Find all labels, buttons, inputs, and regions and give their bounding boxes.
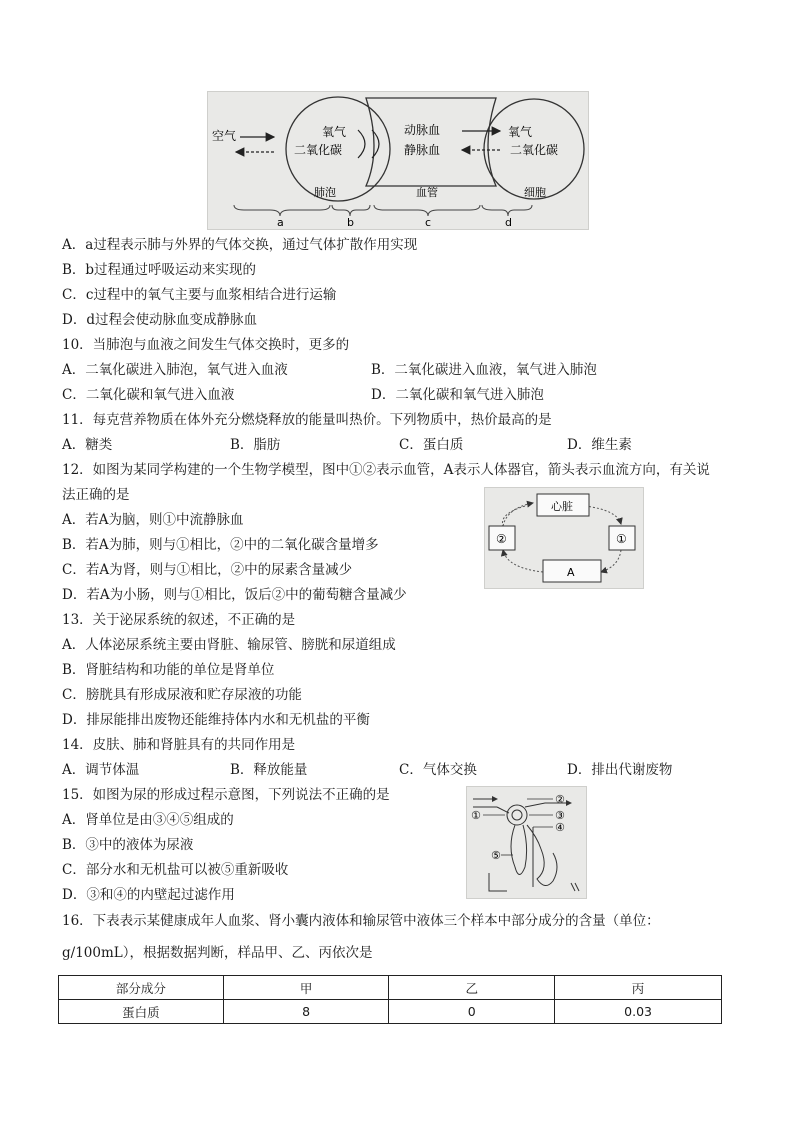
organ-a-label: A — [567, 566, 575, 579]
nephron-label-5: ⑤ — [491, 849, 501, 862]
label-b: b — [347, 216, 354, 229]
nephron-label-2: ② — [555, 793, 565, 806]
table-header-cell: 丙 — [555, 976, 722, 1000]
cell-label: 细胞 — [524, 186, 546, 199]
q12-stem-line1: 12．如图为某同学构建的一个生物学模型，图中①②表示血管，A表示人体器官，箭头表示血流方向，有关说 — [62, 462, 710, 478]
q15-option-c: C．部分水和无机盐可以被⑤重新吸收 — [62, 862, 289, 878]
q10-option-b: B．二氧化碳进入血液，氧气进入肺泡 — [371, 362, 597, 378]
q11-stem: 11．每克营养物质在体外充分燃烧释放的能量叫热价。下列物质中，热价最高的是 — [62, 412, 552, 428]
q12-option-a: A．若A为脑，则①中流静脉血 — [62, 512, 244, 528]
q13-option-d: D．排尿能排出废物还能维持体内水和无机盐的平衡 — [62, 712, 370, 728]
vessel-shape — [366, 98, 496, 186]
label-a: a — [277, 216, 284, 229]
q15-option-b: B．③中的液体为尿液 — [62, 837, 194, 853]
oxygen-label-left: 氧气 — [322, 125, 347, 139]
table-header-cell: 部分成分 — [59, 976, 224, 1000]
table-cell: 0.03 — [555, 1000, 722, 1024]
table-cell: 8 — [223, 1000, 389, 1024]
q11-option-b: B．脂肪 — [230, 437, 281, 453]
q13-option-c: C．膀胱具有形成尿液和贮存尿液的功能 — [62, 687, 302, 703]
q14-option-b: B．释放能量 — [230, 762, 308, 778]
q10-option-c: C．二氧化碳和氧气进入血液 — [62, 387, 235, 403]
q13-stem: 13．关于泌尿系统的叙述，不正确的是 — [62, 612, 296, 628]
table-header-cell: 甲 — [223, 976, 389, 1000]
venous-label: 静脉血 — [404, 143, 441, 157]
circulation-model-figure — [484, 487, 644, 589]
vessel2-label: ② — [496, 532, 507, 546]
q14-option-d: D．排出代谢废物 — [567, 762, 673, 778]
q13-option-b: B．肾脏结构和功能的单位是肾单位 — [62, 662, 275, 678]
q12-option-d: D．若A为小肠，则与①相比，饭后②中的葡萄糖含量减少 — [62, 587, 407, 603]
q9-option-c: C．c过程中的氧气主要与血浆相结合进行运输 — [62, 287, 337, 303]
q10-stem: 10．当肺泡与血液之间发生气体交换时，更多的 — [62, 337, 350, 353]
table-header-cell: 乙 — [389, 976, 555, 1000]
alveoli-label: 肺泡 — [314, 186, 336, 199]
q16-stem-line2: g/100mL），根据数据判断，样品甲、乙、丙依次是 — [62, 945, 373, 961]
air-label: 空气 — [212, 129, 237, 143]
gas-exchange-figure — [207, 91, 589, 230]
q11-option-d: D．维生素 — [567, 437, 632, 453]
vessel-label: 血管 — [416, 186, 438, 199]
oxygen-label-right: 氧气 — [508, 125, 533, 139]
q12-option-c: C．若A为肾，则与①相比，②中的尿素含量减少 — [62, 562, 353, 578]
q9-option-b: B．b过程通过呼吸运动来实现的 — [62, 262, 257, 278]
nephron-label-3: ③ — [555, 809, 565, 822]
nephron-label-1: ① — [471, 809, 481, 822]
q11-option-c: C．蛋白质 — [399, 437, 464, 453]
q15-option-a: A．肾单位是由③④⑤组成的 — [62, 812, 234, 828]
q13-option-a: A．人体泌尿系统主要由肾脏、输尿管、膀胱和尿道组成 — [62, 637, 396, 653]
table-row — [59, 1000, 722, 1024]
label-c: c — [425, 216, 432, 229]
co2-label-right: 二氧化碳 — [510, 143, 559, 157]
table-cell: 0 — [389, 1000, 555, 1024]
q12-stem-line2: 法正确的是 — [62, 487, 130, 503]
q10-option-a: A．二氧化碳进入肺泡，氧气进入血液 — [62, 362, 288, 378]
arterial-label: 动脉血 — [404, 123, 441, 137]
q15-stem: 15．如图为尿的形成过程示意图，下列说法不正确的是 — [62, 787, 390, 803]
nephron-figure — [466, 786, 587, 899]
q9-option-d: D．d过程会使动脉血变成静脉血 — [62, 312, 257, 328]
co2-label-left: 二氧化碳 — [294, 143, 343, 157]
q15-option-d: D．③和④的内壁起过滤作用 — [62, 887, 235, 903]
label-d: d — [505, 216, 512, 229]
q14-stem: 14．皮肤、肺和肾脏具有的共同作用是 — [62, 737, 296, 753]
nephron-label-4: ④ — [555, 821, 565, 834]
table-header-row — [59, 976, 722, 1000]
table-cell: 蛋白质 — [59, 1000, 224, 1024]
q10-option-d: D．二氧化碳和氧气进入肺泡 — [371, 387, 544, 403]
q14-option-c: C．气体交换 — [399, 762, 477, 778]
q14-option-a: A．调节体温 — [62, 762, 140, 778]
q16-stem-line1: 16．下表表示某健康成年人血浆、肾小囊内液体和输尿管中液体三个样本中部分成分的含量（单位： — [62, 913, 660, 929]
q11-option-a: A．糖类 — [62, 437, 113, 453]
vessel1-label: ① — [616, 532, 627, 546]
q16-table — [58, 975, 722, 1024]
q9-option-a: A．a过程表示肺与外界的气体交换，通过气体扩散作用实现 — [62, 237, 418, 253]
q12-option-b: B．若A为肺，则与①相比，②中的二氧化碳含量增多 — [62, 537, 379, 553]
heart-label: 心脏 — [551, 500, 573, 513]
